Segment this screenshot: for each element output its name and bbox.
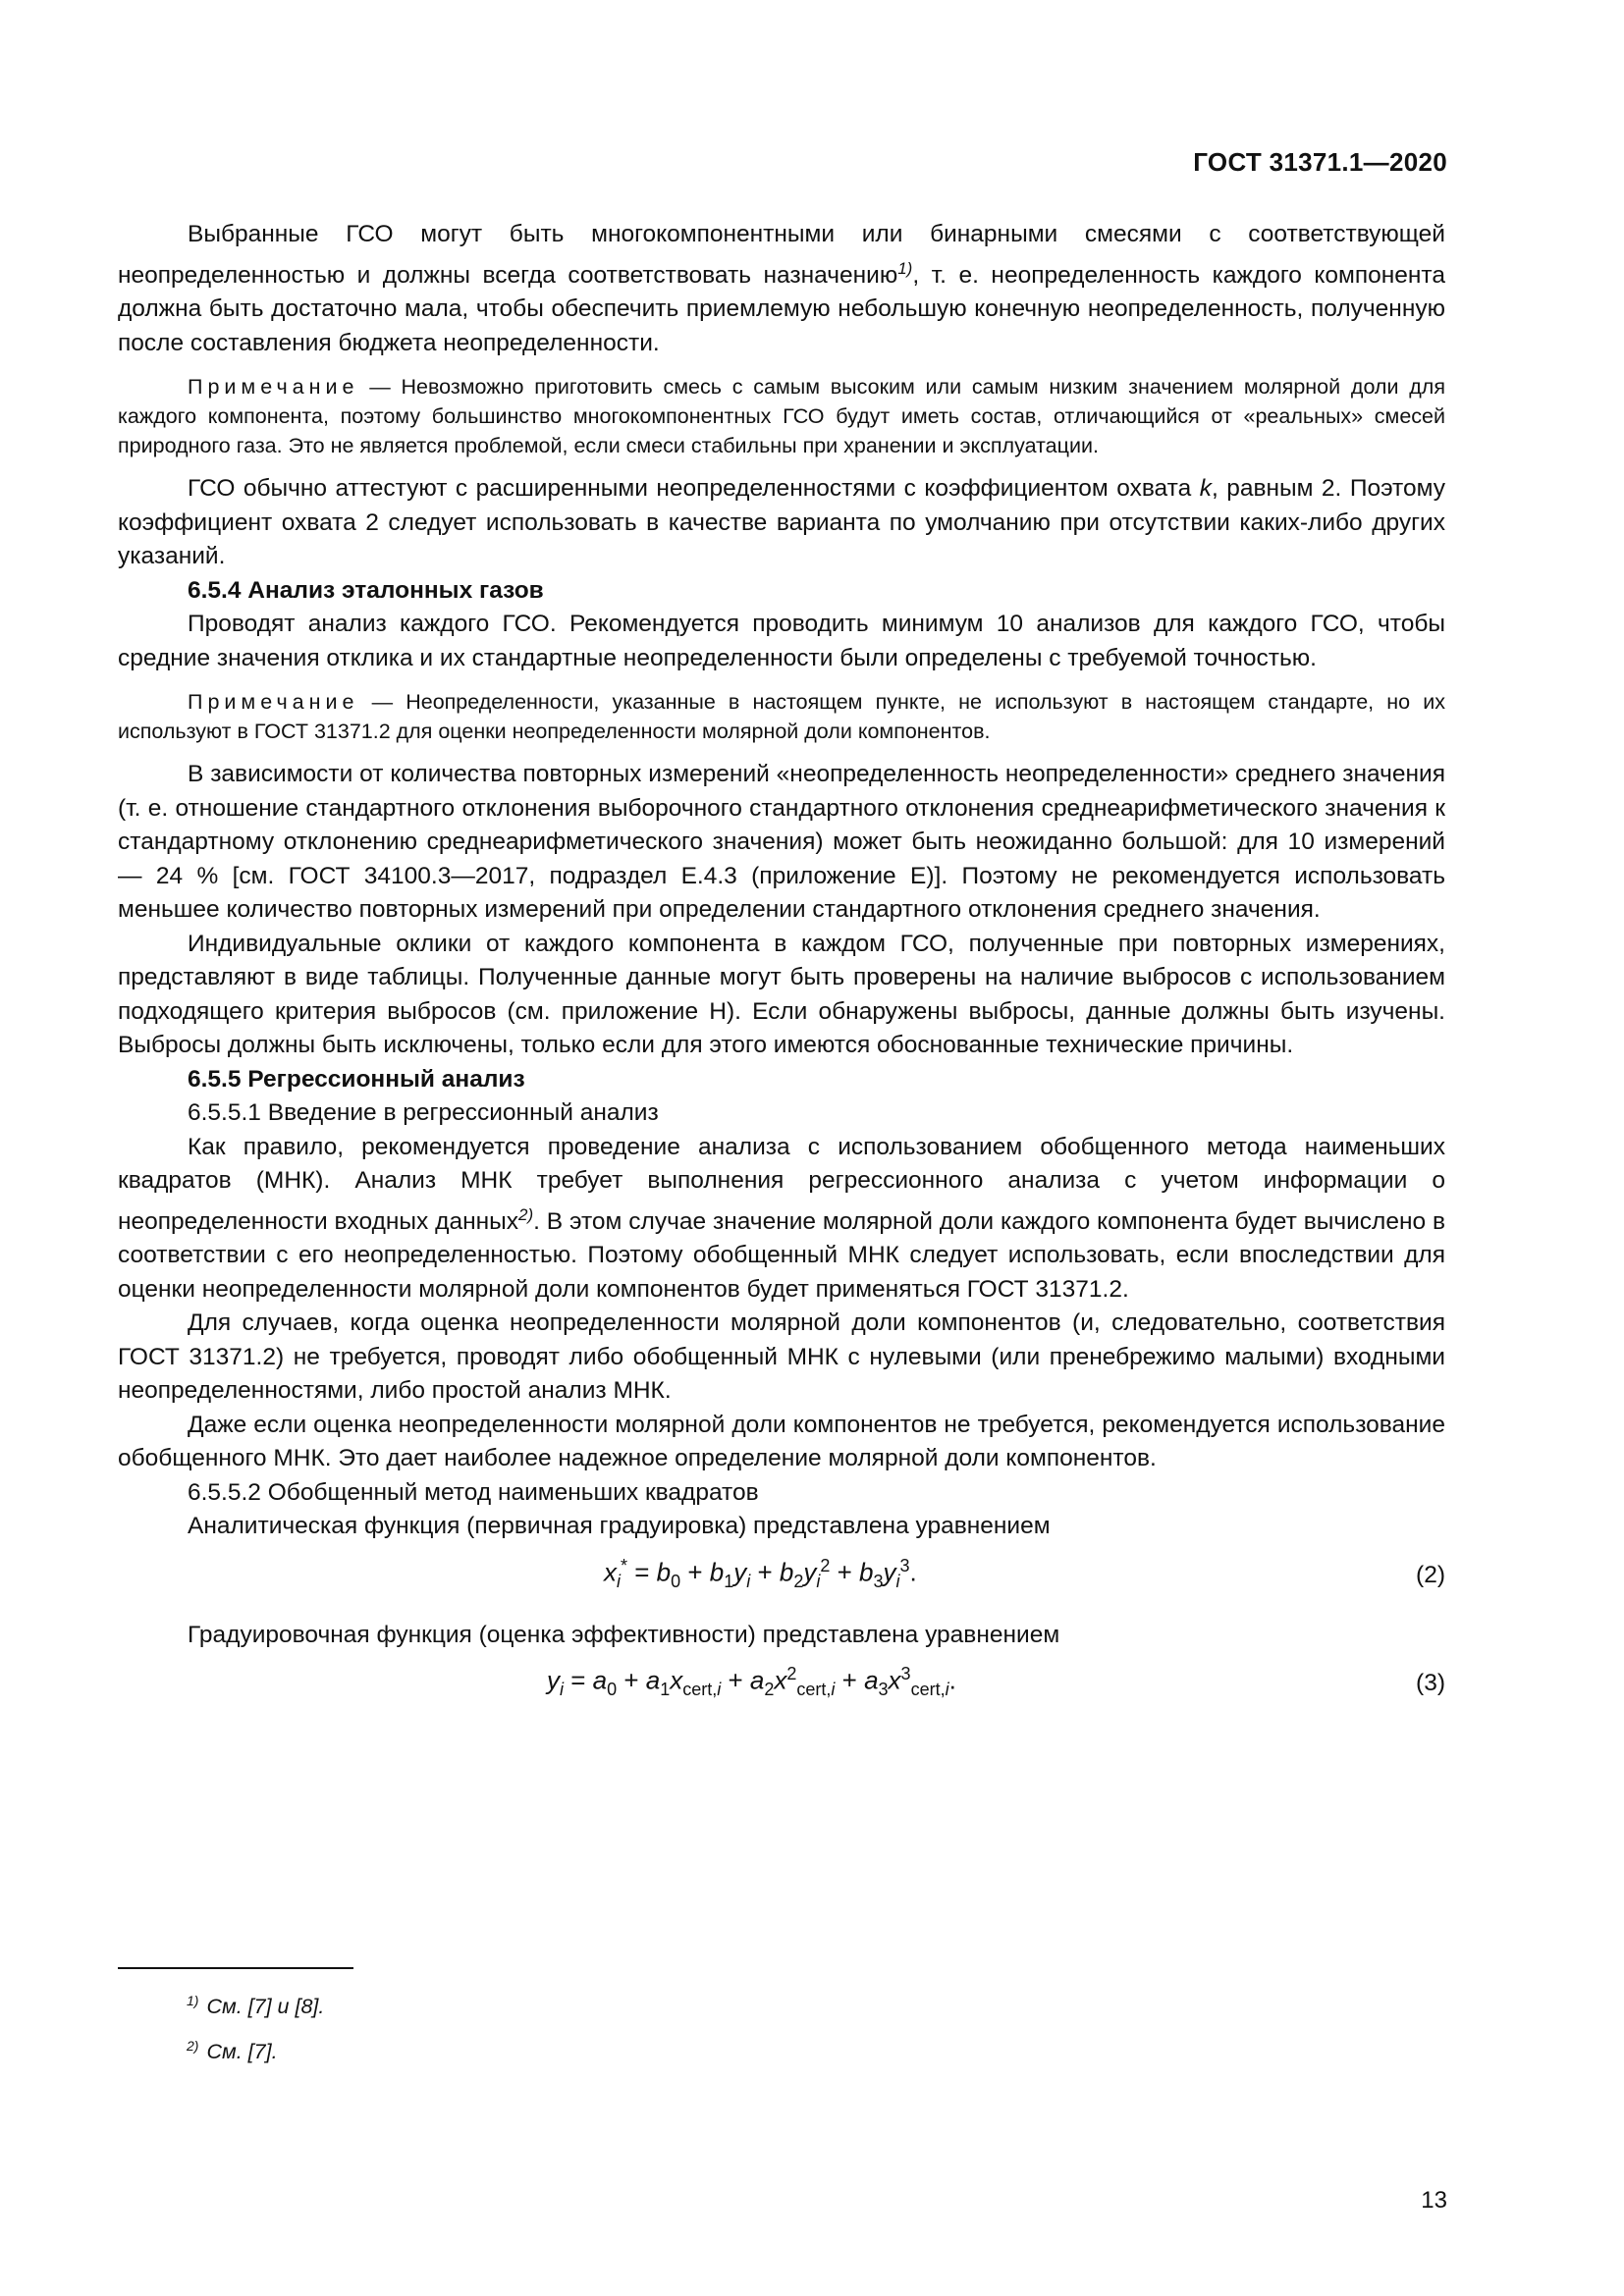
footnote-ref-1[interactable]: 1) — [897, 258, 913, 278]
page-number: 13 — [1421, 2187, 1447, 2214]
section-heading-6-5-4: 6.5.4 Анализ эталонных газов — [188, 576, 544, 604]
page-body — [118, 218, 1445, 1721]
paragraph-calibration-function: Градуировочная функция (оценка эффективности) представлена уравнением — [188, 1621, 1060, 1648]
equation-3-formula: $y_i = a_0 + a_1x_{cert,i} + a_2x^2_{cert,i} + a_3x^3_{cert,i}$. — [547, 1664, 956, 1700]
standard-designation: ГОСТ 31371.1—2020 — [1193, 147, 1447, 177]
footnotes — [187, 1981, 324, 2071]
subsection-heading-6-5-5-1: 6.5.5.1 Введение в регрессионный анализ — [188, 1099, 659, 1127]
note-label: Примечание — [188, 375, 359, 400]
paragraph-simple-ols: Для случаев, когда оценка неопределенности молярной доли компонентов (и, следовательно, соответствия ГОСТ 31371.2) не требуется, проводят либо обобщенный МНК с нулевыми (или пренебрежимо малыми) входными неопределенностями, либо простой анализ МНК. — [118, 1309, 1445, 1405]
equation-3-number: (3) — [1416, 1670, 1445, 1697]
equation-2 — [118, 1544, 1445, 1613]
equation-3 — [118, 1652, 1445, 1721]
section-heading-6-5-5: 6.5.5 Регрессионный анализ — [188, 1065, 525, 1093]
paragraph-outliers: Индивидуальные оклики от каждого компонента в каждом ГСО, полученные при повторных измерениях, представляют в виде таблицы. Полученные данные могут быть проверены на наличие выбросов с использованием подходящего критерия выбросов (см. приложение Н). Если обнаружены выбросы, данные должны быть изучены. Выбросы должны быть исключены, только если для этого имеются обоснованные технические причины. — [118, 930, 1445, 1059]
paragraph-analysis: Проводят анализ каждого ГСО. Рекомендуется проводить минимум 10 анализов для каждого ГСО, чтобы средние значения отклика и их стандартные неопределенности были определены с требуемой точностью. — [118, 611, 1445, 671]
footnote-1: $^{1)}$ См. [7] и [8]. — [187, 1993, 325, 2019]
paragraph-analytical-function: Аналитическая функция (первичная градуировка) представлена уравнением — [188, 1513, 1051, 1540]
note-label: Примечание — [188, 690, 359, 715]
paragraph-coverage-factor: ГСО обычно аттестуют с расширенными неопределенностями с коэффициентом охвата k, равным 2. Поэтому коэффициент охвата 2 следует использовать в качестве варианта по умолчанию при отсутствии каких-либо других указаний. — [118, 475, 1445, 570]
paragraph-gls-intro: Как правило, рекомендуется проведение анализа с использованием обобщенного метода наименьших квадратов (МНК). Анализ МНК требует выполнения регрессионного анализа с учетом информации о неопределенности входных данных$^{2)}$. В этом случае значение молярной доли каждого компонента будет вычислено в соответствии с его неопределенностью. Поэтому обобщенный МНК следует использовать, если впоследствии для оценки неопределенности молярной доли компонентов будет применяться ГОСТ 31371.2. — [118, 1133, 1445, 1303]
equation-2-formula: $x_i^* = b_0 + b_1y_i + b_2y_i^2 + b_3y_i^3$. — [604, 1555, 917, 1591]
footnote-ref-2[interactable]: 2) — [518, 1204, 534, 1224]
footnote-separator — [118, 1967, 353, 1969]
equation-2-number: (2) — [1416, 1561, 1445, 1588]
paragraph-gso-selection: Выбранные ГСО могут быть многокомпонентными или бинарными смесями с соответствующей неопределенностью и должны всегда соответствовать назначению$^{1)}$, т. е. неопределенность каждого компонента должна быть достаточно мала, чтобы обеспечить приемлемую небольшую конечную неопределенность, полученную после составления бюджета неопределенности. — [118, 221, 1445, 356]
note-mixture: Примечание — Невозможно приготовить смесь с самым высоким или самым низким значением молярной доли для каждого компонента, поэтому большинство многокомпонентных ГСО будут иметь состав, отличающийся от «реальных» смесей природного газа. Это не является проблемой, если смеси стабильны при хранении и эксплуатации. — [118, 375, 1445, 458]
paragraph-recommendation: Даже если оценка неопределенности молярной доли компонентов не требуется, рекомендуется использование обобщенного МНК. Это дает наиболее надежное определение молярной доли компонентов. — [118, 1411, 1445, 1472]
note-uncertainty: Примечание — Неопределенности, указанные в настоящем пункте, не используют в настоящем стандарте, но их используют в ГОСТ 31371.2 для оценки неопределенности молярной доли компонентов. — [118, 690, 1445, 744]
subsection-heading-6-5-5-2: 6.5.5.2 Обобщенный метод наименьших квадратов — [188, 1478, 759, 1506]
footnote-2: $^{2)}$ См. [7]. — [187, 2038, 278, 2064]
paragraph-repeated-measurements: В зависимости от количества повторных измерений «неопределенность неопределенности» среднего значения (т. е. отношение стандартного отклонения выборочного стандартного отклонения среднеарифметического значения к стандартному отклонению среднеарифметического значения) может быть неожиданно большой: для 10 измерений — 24 % [см. ГОСТ 34100.3—2017, подраздел Е.4.3 (приложение Е)]. Поэтому не рекомендуется использовать меньшее количество повторных измерений при определении стандартного отклонения среднего значения. — [118, 761, 1445, 924]
